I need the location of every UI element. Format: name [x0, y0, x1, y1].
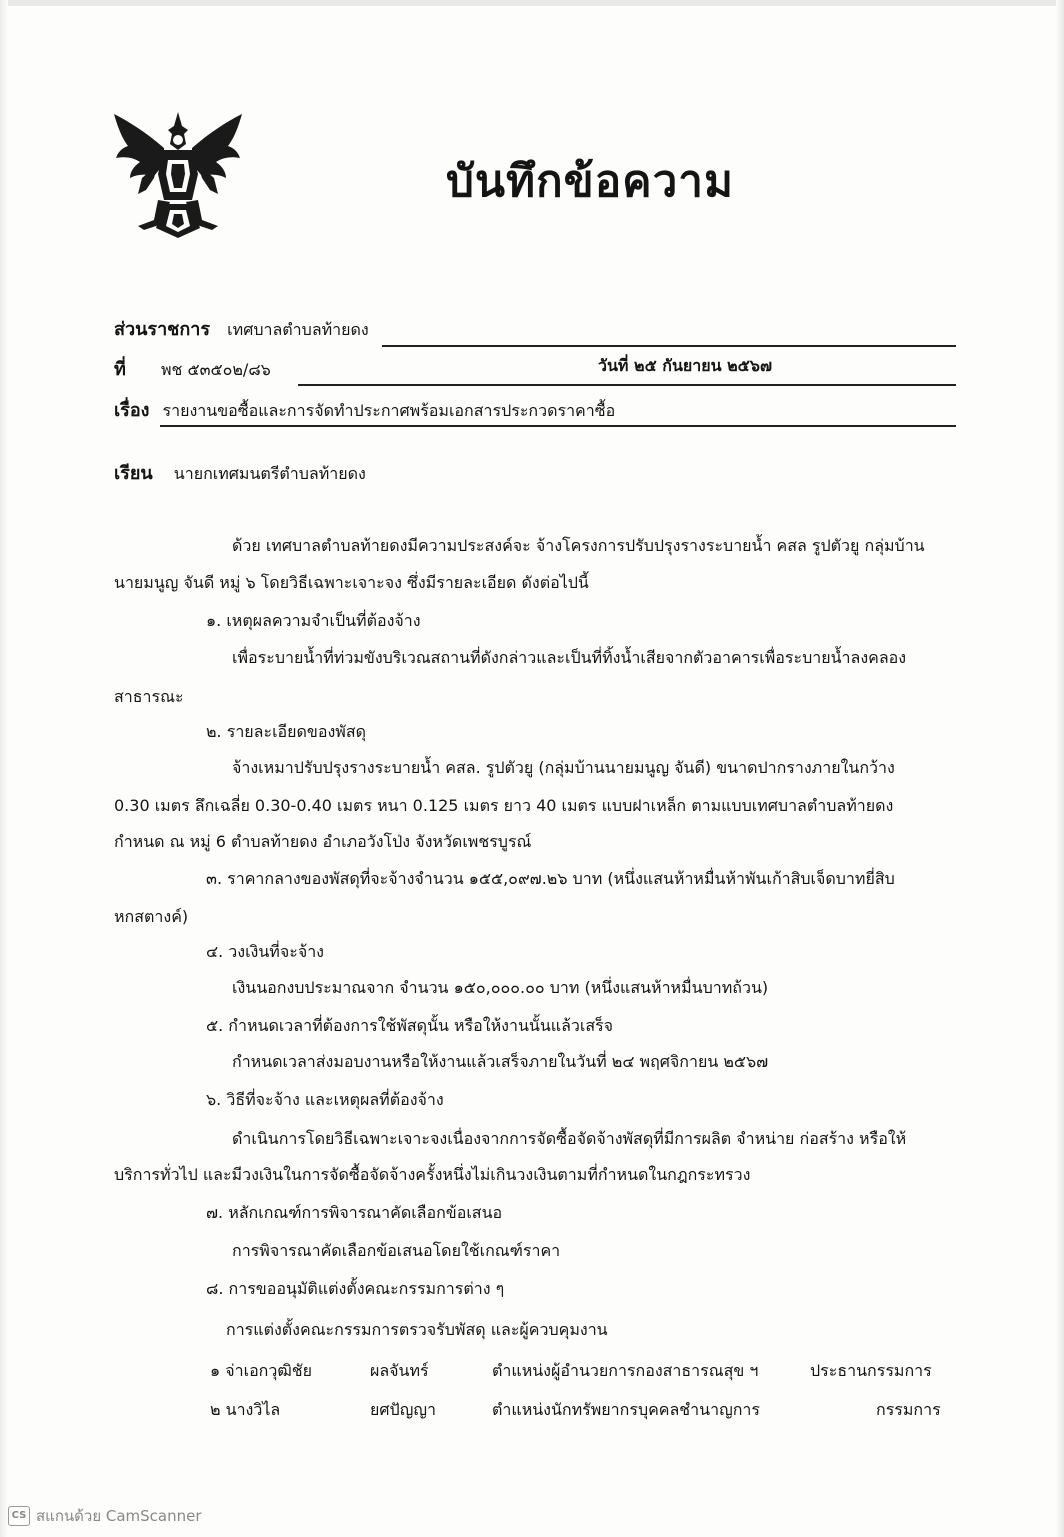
section-5-heading: ๕. กำหนดเวลาที่ต้องการใช้พัสดุนั้น หรือให้งานนั้นแล้วเสร็จ — [206, 1016, 614, 1035]
page-edge-right — [1056, 0, 1064, 1537]
section-1-line-2: สาธารณะ — [114, 687, 184, 706]
memo-title: บันทึกข้อความ — [446, 156, 735, 207]
section-2-line-1: จ้างเหมาปรับปรุงรางระบายน้ำ คสล. รูปตัวยู (กลุ่มบ้านนายมนูญ จันดี) ขนาดปากรางภายในกว้าง — [232, 758, 895, 777]
section-2-line-2: 0.30 เมตร ลึกเฉลี่ย 0.30-0.40 เมตร หนา 0.125 เมตร ยาว 40 เมตร แบบฝาเหล็ก ตามแบบเทศบาลตำบลท้ายดง — [114, 796, 894, 815]
section-5-line-1: กำหนดเวลาส่งมอบงานหรือให้งานแล้วเสร็จภายในวันที่ ๒๔ พฤศจิกายน ๒๕๖๗ — [232, 1052, 769, 1071]
committee-row-2-surname: ยศปัญญา — [370, 1400, 436, 1419]
intro-line-2: นายมนูญ จันดี หมู่ ๖ โดยวิธีเฉพาะเจาะจง ซึ่งมีรายละเอียด ดังต่อไปนี้ — [114, 573, 589, 592]
subject-underline — [160, 425, 956, 427]
subject-row — [114, 395, 615, 424]
section-6-heading: ๖. วิธีที่จะจ้าง และเหตุผลที่ต้องจ้าง — [206, 1090, 444, 1109]
to-value: นายกเทศมนตรีตำบลท้ายดง — [173, 464, 366, 483]
committee-row-1-role: ประธานกรรมการ — [810, 1361, 932, 1380]
ref-value: พช ๕๓๕๐๒/๘๖ — [160, 360, 271, 379]
camscanner-icon: CS — [8, 1506, 30, 1526]
date-row — [598, 354, 772, 379]
ref-label: ที่ — [114, 359, 126, 380]
subject-label: เรื่อง — [114, 400, 150, 421]
page-edge-top — [0, 0, 1064, 6]
intro-line-1: ด้วย เทศบาลตำบลท้ายดงมีความประสงค์จะ จ้างโครงการปรับปรุงรางระบายน้ำ คสล รูปตัวยู กลุ่มบ้าน — [232, 536, 925, 555]
section-2-heading: ๒. รายละเอียดของพัสดุ — [206, 722, 366, 741]
garuda-emblem-icon — [108, 104, 248, 244]
section-3-line-1: ๓. ราคากลางของพัสดุที่จะจ้างจำนวน ๑๕๕,๐๙๗.๒๖ บาท (หนึ่งแสนห้าหมื่นห้าพันเก้าสิบเจ็ดบาทยี่สิบ — [206, 869, 895, 888]
committee-row-1-position: ตำแหน่งผู้อำนวยการกองสาธารณสุข ฯ — [492, 1361, 759, 1380]
committee-row-2-role: กรรมการ — [876, 1400, 941, 1419]
section-1-line-1: เพื่อระบายน้ำที่ท่วมขังบริเวณสถานที่ดังกล่าวและเป็นที่ทิ้งน้ำเสียจากตัวอาคารเพื่อระบายน้ำลงคลอง — [232, 648, 907, 667]
agency-label: ส่วนราชการ — [114, 319, 211, 340]
section-3-line-2: หกสตางค์) — [114, 907, 189, 926]
to-row — [114, 458, 366, 487]
committee-row-1-surname: ผลจันทร์ — [370, 1361, 429, 1380]
camscanner-watermark — [8, 1504, 202, 1528]
section-4-line-1: เงินนอกงบประมาณจาก จำนวน ๑๕๐,๐๐๐.๐๐ บาท (หนึ่งแสนห้าหมื่นบาทถ้วน) — [232, 978, 769, 997]
section-2-line-3: กำหนด ณ หมู่ 6 ตำบลท้ายดง อำเภอวังโป่ง จังหวัดเพชรบูรณ์ — [114, 832, 532, 851]
section-6-line-2: บริการทั่วไป และมีวงเงินในการจัดซื้อจัดจ้างครั้งหนึ่งไม่เกินวงเงินตามที่กำหนดในกฎกระทรวง — [114, 1165, 751, 1184]
ref-row — [114, 354, 271, 383]
page-edge-left — [0, 0, 8, 1537]
camscanner-text: สแกนด้วย CamScanner — [36, 1507, 202, 1525]
section-7-heading: ๗. หลักเกณฑ์การพิจารณาคัดเลือกข้อเสนอ — [206, 1203, 503, 1222]
committee-row-1-name: ๑ จ่าเอกวุฒิชัย — [210, 1361, 313, 1380]
to-label: เรียน — [114, 463, 153, 484]
section-8-line-1: การแต่งตั้งคณะกรรมการตรวจรับพัสดุ และผู้ควบคุมงาน — [226, 1320, 608, 1339]
section-7-line-1: การพิจารณาคัดเลือกข้อเสนอโดยใช้เกณฑ์ราคา — [232, 1241, 561, 1260]
ref-underline — [298, 384, 956, 386]
committee-row-2-name: ๒ นางวิไล — [210, 1400, 281, 1419]
agency-underline — [382, 345, 956, 347]
agency-row — [114, 314, 369, 343]
section-6-line-1: ดำเนินการโดยวิธีเฉพาะเจาะจงเนื่องจากการจัดซื้อจัดจ้างพัสดุที่มีการผลิต จำหน่าย ก่อสร้าง หรือให้ — [232, 1129, 907, 1148]
section-8-heading: ๘. การขออนุมัติแต่งตั้งคณะกรรมการต่าง ๆ — [206, 1279, 505, 1298]
section-1-heading: ๑. เหตุผลความจำเป็นที่ต้องจ้าง — [206, 611, 421, 630]
subject-value: รายงานขอซื้อและการจัดทำประกาศพร้อมเอกสารประกวดราคาซื้อ — [162, 401, 616, 420]
committee-row-2-position: ตำแหน่งนักทรัพยากรบุคคลชำนาญการ — [492, 1400, 760, 1419]
section-4-heading: ๔. วงเงินที่จะจ้าง — [206, 942, 324, 961]
date-value: วันที่ ๒๕ กันยายน ๒๕๖๗ — [598, 356, 772, 375]
agency-value: เทศบาลตำบลท้ายดง — [227, 320, 369, 339]
